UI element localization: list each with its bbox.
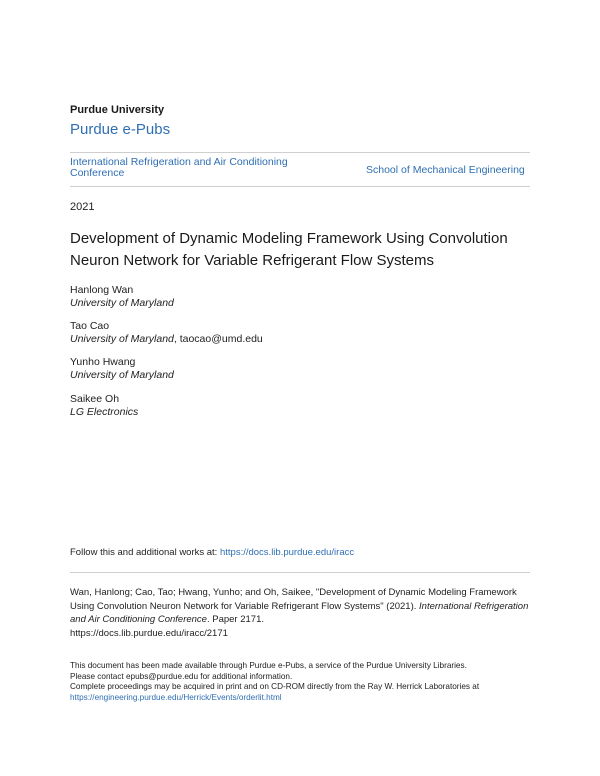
citation-url[interactable]: https://docs.lib.purdue.edu/iracc/2171 <box>70 627 228 639</box>
follow-link[interactable]: https://docs.lib.purdue.edu/iracc <box>219 547 355 558</box>
author-block <box>70 393 138 419</box>
author-block <box>70 284 174 310</box>
footer-line: Complete proceedings may be acquired in print and on CD-ROM directly from the Ray W. Herrick Laboratories at <box>70 682 480 691</box>
university-name: Purdue University <box>70 104 165 116</box>
citation-venue: International Refrigeration and Air Conditioning Conference <box>70 600 529 625</box>
divider-series <box>70 186 530 187</box>
author-affiliation: University of Maryland <box>70 369 174 381</box>
follow-line <box>70 547 354 558</box>
author-name: Hanlong Wan <box>70 284 134 296</box>
author-block <box>70 320 263 346</box>
citation-paper: . Paper 2171. <box>206 614 265 625</box>
follow-text: Follow this and additional works at: <box>70 547 220 558</box>
recommended-citation <box>70 586 540 640</box>
author-block <box>70 356 174 382</box>
footer-line: Please contact epubs@purdue.edu for additional information. <box>70 671 293 681</box>
repository-link[interactable]: Purdue e-Pubs <box>70 121 171 138</box>
divider-top <box>70 152 530 153</box>
divider-citation <box>70 572 530 573</box>
conference-link[interactable]: International Refrigeration and Air Conditioning Conference <box>70 156 288 179</box>
author-name: Yunho Hwang <box>70 356 136 368</box>
publication-year: 2021 <box>70 201 95 213</box>
footer-link[interactable]: https://engineering.purdue.edu/Herrick/Events/orderlit.html <box>70 692 282 702</box>
author-affiliation: LG Electronics <box>70 406 139 418</box>
footer-line: This document has been made available through Purdue e-Pubs, a service of the Purdue University Libraries. <box>70 661 467 670</box>
citation-text: Wan, Hanlong; Cao, Tao; Hwang, Yunho; and Oh, Saikee, "Development of Dynamic Modeling Framework Using Convolution Neuron Network for Variable Refrigerant Flow Systems" (2021). <box>70 587 517 612</box>
author-email: , taocao@umd.edu <box>173 333 263 345</box>
paper-title: Development of Dynamic Modeling Framework Using Convolution Neuron Network for Variable Refrigerant Flow Systems <box>70 230 508 269</box>
author-name: Tao Cao <box>70 320 110 332</box>
author-affiliation: University of Maryland <box>70 297 174 309</box>
school-link[interactable]: School of Mechanical Engineering <box>366 164 525 176</box>
footer-notice <box>70 661 540 703</box>
author-name: Saikee Oh <box>70 393 120 405</box>
author-affiliation: University of Maryland <box>70 333 174 345</box>
